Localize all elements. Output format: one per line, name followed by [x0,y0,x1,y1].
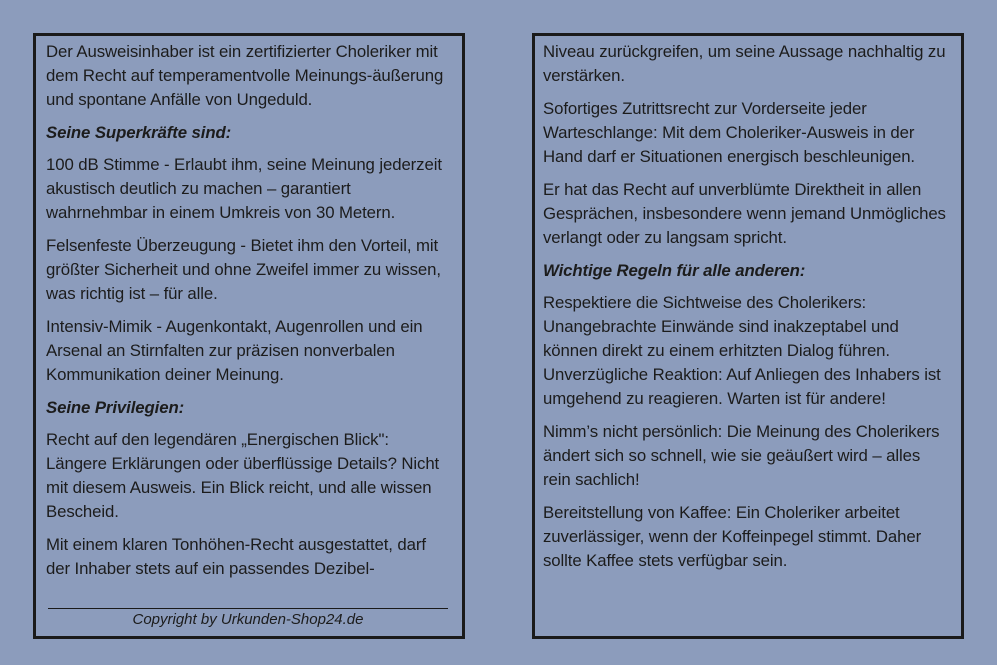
card-back-left-panel [33,33,465,639]
superpower-voice: 100 dB Stimme - Erlaubt ihm, seine Meinung jederzeit akustisch deutlich zu machen – garantiert wahrnehmbar in einem Umkreis von 30 Metern. [46,155,442,222]
rule-reaction: Unverzügliche Reaktion: Auf Anliegen des Inhabers ist umgehend zu reagieren. Warten ist für andere! [543,365,941,408]
privilege-directness: Er hat das Recht auf unverblümte Direktheit in allen Gesprächen, insbesondere wenn jemand Unmögliches verlangt oder zu langsam spricht. [543,180,946,247]
privilege-queue: Sofortiges Zutrittsrecht zur Vorderseite jeder Warteschlange: Mit dem Choleriker-Ausweis in der Hand darf er Situationen energisch beschleunigen. [543,99,915,166]
rule-personal: Nimm’s nicht persönlich: Die Meinung des Cholerikers ändert sich so schnell, wie sie geäußert wird – alles rein sachlich! [543,422,940,489]
superpower-mimic: Intensiv-Mimik - Augenkontakt, Augenrollen und ein Arsenal an Stirnfalten zur präzisen nonverbalen Kommunikation deiner Meinung. [46,317,423,384]
rule-respect: Respektiere die Sichtweise des Cholerikers: Unangebrachte Einwände sind inakzeptabel und können direkt zu einem erhitzten Dialog führen. [543,293,899,360]
intro-text: Der Ausweisinhaber ist ein zertifizierter Choleriker mit dem Recht auf temperamentvolle Meinungs-äußerung und spontane Anfälle von Ungeduld. [46,42,444,109]
copyright-footer: Copyright by Urkunden-Shop24.de [48,608,448,630]
privilege-look: Recht auf den legendären „Energischen Blick": Längere Erklärungen oder überflüssige Details? Nicht mit diesem Ausweis. Ein Blick reicht, und alle wissen Bescheid. [46,430,440,521]
privilege-pitch: Mit einem klaren Tonhöhen-Recht ausgestattet, darf der Inhaber stets auf ein passendes Dezibel- [46,535,426,578]
rules-heading: Wichtige Regeln für alle anderen: [543,261,806,280]
superpowers-heading: Seine Superkräfte sind: [46,123,232,142]
privilege-pitch-continued: Niveau zurückgreifen, um seine Aussage nachhaltig zu verstärken. [543,42,946,85]
privileges-heading: Seine Privilegien: [46,398,185,417]
rule-coffee: Bereitstellung von Kaffee: Ein Choleriker arbeitet zuverlässiger, wenn der Koffeinpegel stimmt. Daher sollte Kaffee stets verfügbar sein. [543,503,922,570]
card-back-right-panel [532,33,964,639]
superpower-conviction: Felsenfeste Überzeugung - Bietet ihm den Vorteil, mit größter Sicherheit und ohne Zweifel immer zu wissen, was richtig ist – für alle. [46,236,441,303]
